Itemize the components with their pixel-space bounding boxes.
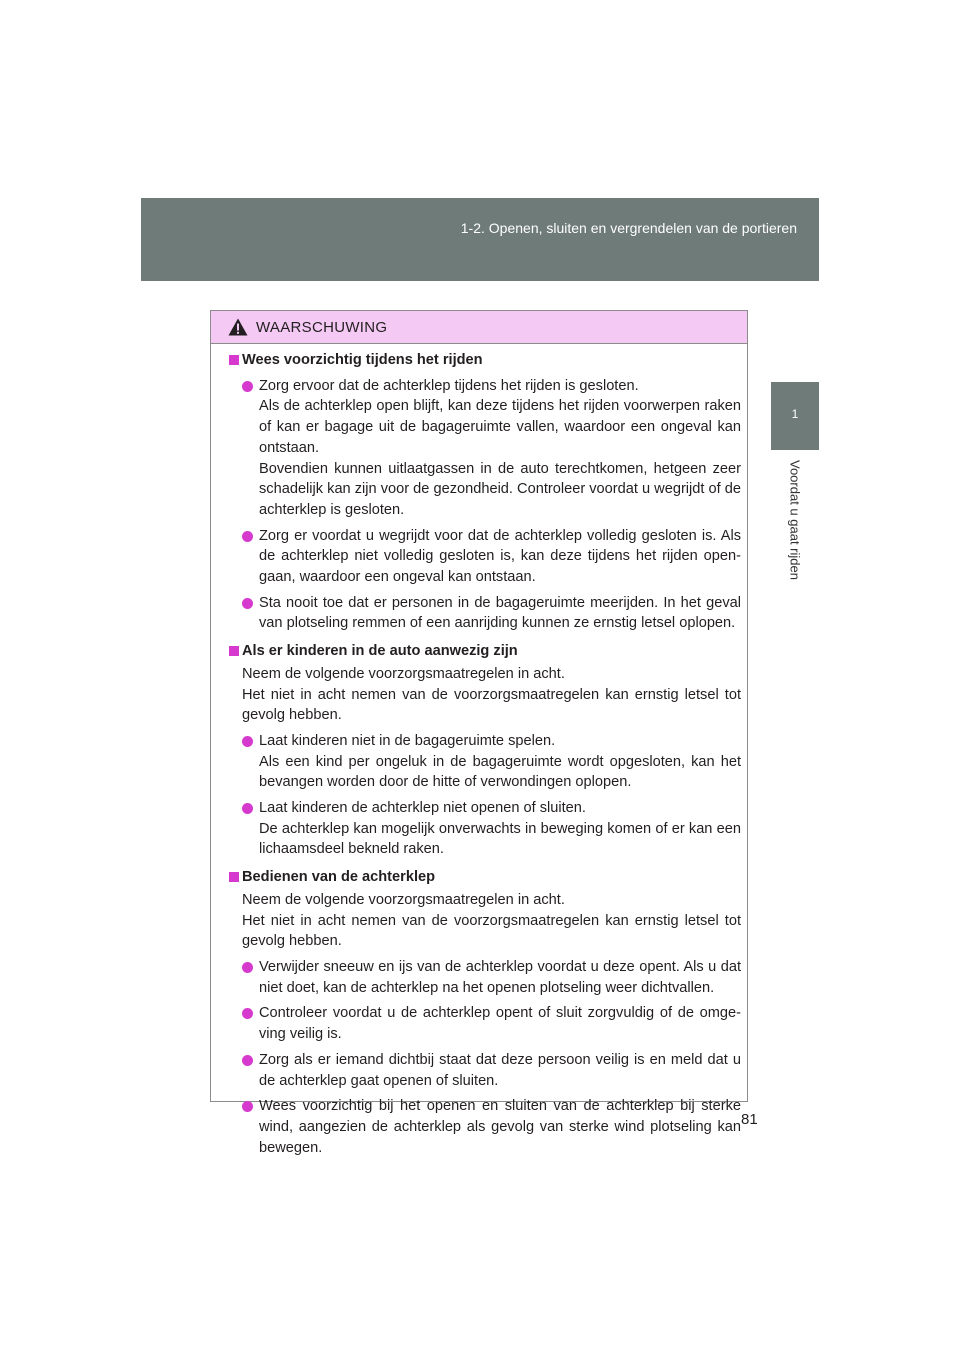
round-bullet-icon [242,736,253,747]
round-bullet-icon [242,803,253,814]
round-bullet-icon [242,381,253,392]
chapter-side-label: Voordat u gaat rijden [787,460,803,580]
warning-triangle-icon [228,318,248,336]
list-item: Zorg als er iemand dichtbij staat dat deze persoon veilig is en meld dat u de achterklep gaat openen of sluiten. [229,1050,741,1091]
warning-section [229,867,741,1158]
warning-title: WAARSCHUWING [256,319,388,336]
chapter-number: 1 [791,407,799,421]
warning-content [211,344,747,1158]
section-heading: Wees voorzichtig tijdens het rijden [229,350,741,371]
square-bullet-icon [229,872,239,882]
section-heading: Als er kinderen in de auto aanwezig zijn [229,641,741,662]
warning-header [211,311,747,344]
round-bullet-icon [242,598,253,609]
section-intro: Neem de volgende voorzorgsmaatregelen in acht. Het niet in acht nemen van de voorzorgsmaatregelen kan ernstig letsel tot gevolg hebben. [242,891,741,950]
warning-section [229,350,741,634]
round-bullet-icon [242,962,253,973]
warning-section [229,641,741,860]
chapter-tab [771,382,819,450]
list-item: Controleer voordat u de achterklep opent of sluit zorgvuldig of de omge- ving veilig is. [229,1003,741,1044]
page-number: 81 [741,1111,758,1128]
chapter-title: 1-2. Openen, sluiten en vergrendelen van de portieren [460,220,797,236]
round-bullet-icon [242,1101,253,1112]
chapter-header [141,198,819,281]
round-bullet-icon [242,531,253,542]
warning-box [210,310,748,1156]
list-item: Wees voorzichtig bij het openen en sluiten van de achterklep bij sterke wind, aangezien de achterklep als gevolg van sterke wind plotseling kan bewegen. [229,1096,741,1158]
section-intro: Neem de volgende voorzorgsmaatregelen in acht. Het niet in acht nemen van de voorzorgsmaatregelen kan ernstig letsel tot gevolg hebben. [242,665,741,724]
list-item: Sta nooit toe dat er personen in de bagageruimte meerijden. In het geval van plotseling remmen of een aanrijding kunnen ze ernstig letsel oplopen. [229,593,741,634]
section-heading: Bedienen van de achterklep [229,867,741,888]
list-item: Zorg ervoor dat de achterklep tijdens het rijden is gesloten. Als de achterklep open blijft, kan deze tijdens het rijden voorwerpen raken of kan er bagage uit de bagageruimte vallen, waardoor een ongeval kan ontstaan. Bovendien kunnen uitlaatgassen in de auto terechtkomen, hetgeen zeer schadelijk kan zijn voor de gezondheid. Controleer voordat u wegrijdt of de achterklep is gesloten. [229,376,741,521]
square-bullet-icon [229,355,239,365]
list-item: Zorg er voordat u wegrijdt voor dat de achterklep volledig gesloten is. Als de achterklep niet volledig gesloten is, kan deze tijdens het rijden open- gaan, waardoor een ongeval kan ontstaan. [229,526,741,588]
round-bullet-icon [242,1055,253,1066]
round-bullet-icon [242,1008,253,1019]
list-item: Laat kinderen niet in de bagageruimte spelen. Als een kind per ongeluk in de bagageruimte wordt opgesloten, kan het bevangen worden door de hitte of verwondingen oplopen. [229,731,741,793]
list-item: Laat kinderen de achterklep niet openen of sluiten. De achterklep kan mogelijk onverwachts in beweging komen of er kan een lichaamsdeel bekneld raken. [229,798,741,860]
list-item: Verwijder sneeuw en ijs van de achterklep voordat u deze opent. Als u dat niet doet, kan de achterklep na het openen plotseling weer dichtvallen. [229,957,741,998]
square-bullet-icon [229,646,239,656]
